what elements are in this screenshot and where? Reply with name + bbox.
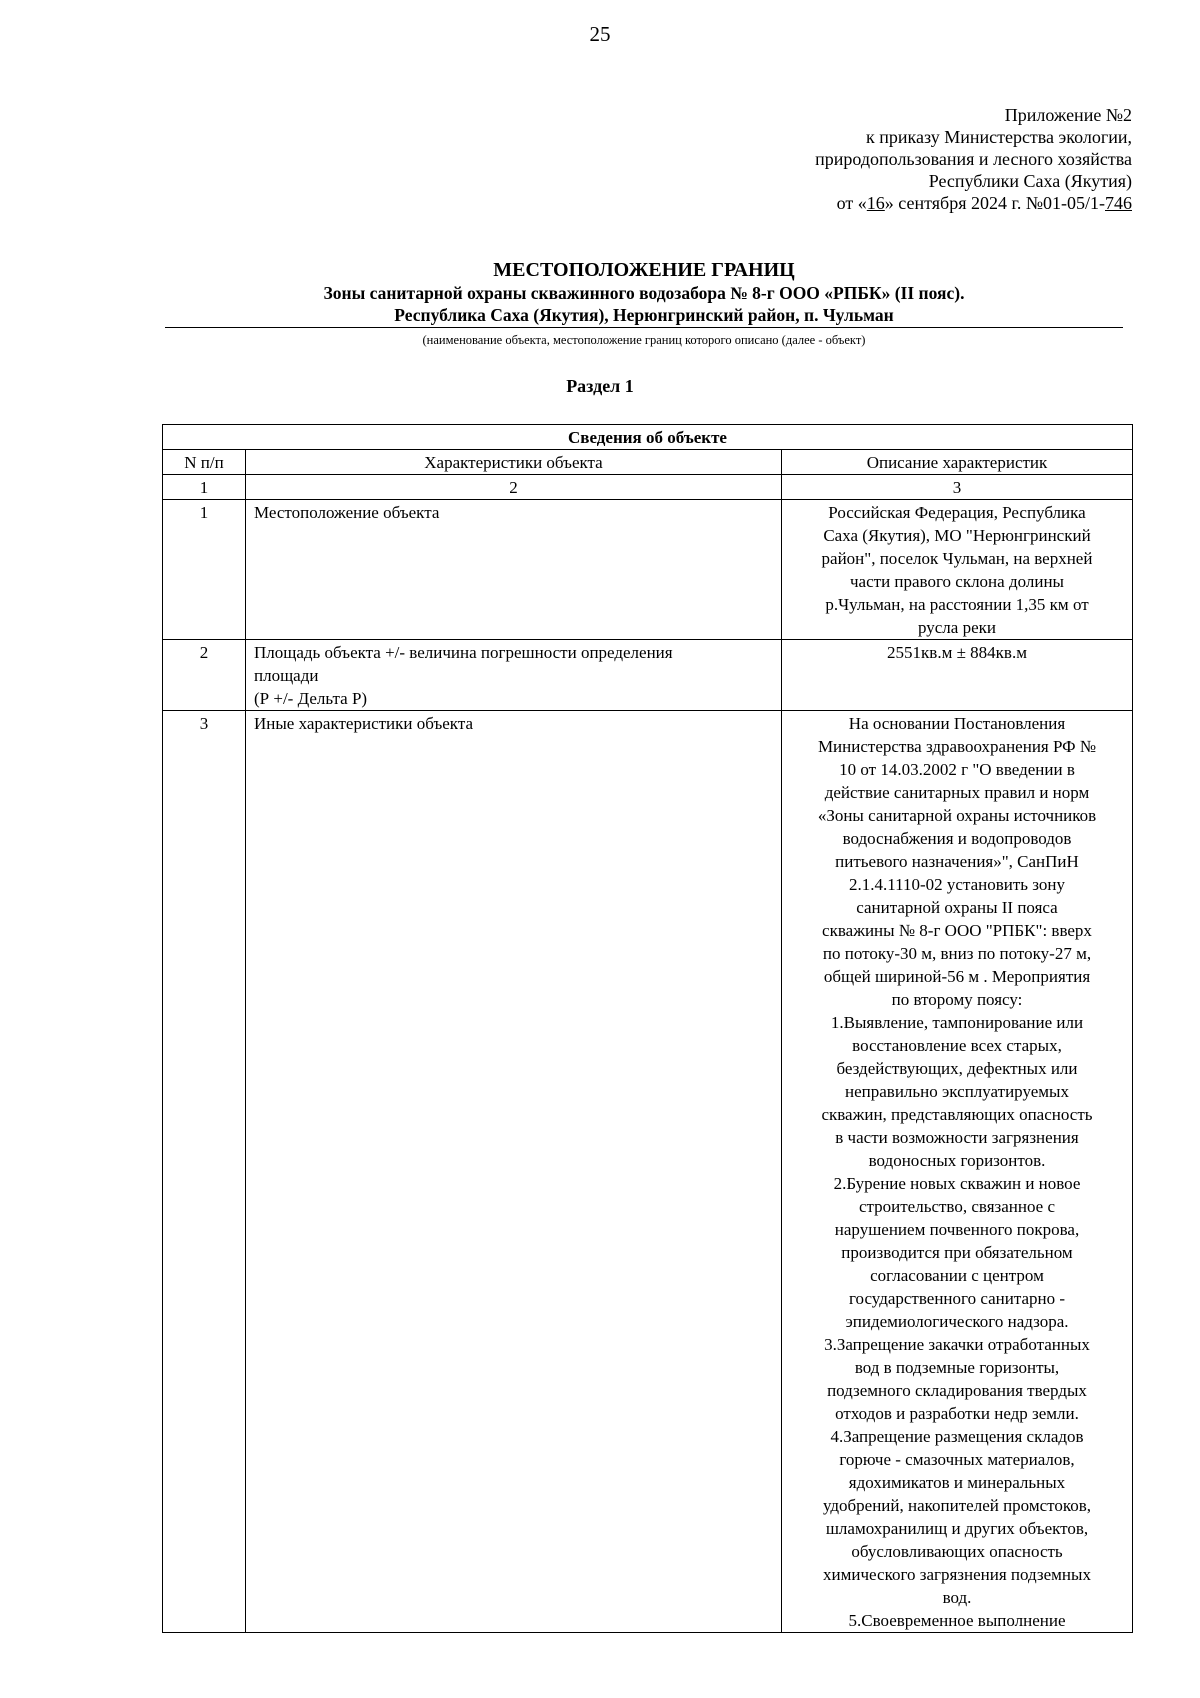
object-info-table (162, 424, 1133, 1633)
table-header-row (163, 450, 1133, 475)
description-line: части правого склона долины (850, 572, 1064, 591)
description-line: водоносных горизонтов. (868, 1151, 1046, 1170)
description-line: подземного складирования твердых (827, 1381, 1087, 1400)
column-number: 1 (163, 475, 246, 500)
appendix-line: к приказу Министерства экологии, (865, 127, 1132, 147)
appendix-line: природопользования и лесного хозяйства (815, 149, 1132, 169)
appendix-block (815, 104, 1132, 214)
characteristic-line: Площадь объекта +/- величина погрешности определения (254, 643, 673, 662)
row-number: 3 (163, 711, 246, 1633)
description-line: обусловливающих опасность (851, 1542, 1063, 1561)
date-day: 16 (866, 193, 885, 213)
description-line: действие санитарных правил и норм (824, 783, 1090, 802)
description-line: водоснабжения и водопроводов (842, 829, 1072, 848)
description-line: 1.Выявление, тампонирование или (830, 1013, 1084, 1032)
description-line: 10 от 14.03.2002 г "О введении в (839, 760, 1075, 779)
description-line: 4.Запрещение размещения складов (830, 1427, 1084, 1446)
order-number: 746 (1105, 193, 1132, 213)
description-line: скважины № 8-г ООО "РПБК": вверх (822, 921, 1092, 940)
description-line: питьевого назначения»", СанПиН (835, 852, 1079, 871)
appendix-line: Приложение №2 (1004, 105, 1132, 125)
description-line: 2.1.4.1110-02 установить зону (849, 875, 1065, 894)
appendix-line: Республики Саха (Якутия) (928, 171, 1132, 191)
column-number: 3 (782, 475, 1133, 500)
description-line: по потоку-30 м, вниз по потоку-27 м, (822, 944, 1092, 963)
description-line: общей шириной-56 м . Мероприятия (823, 967, 1091, 986)
description-line: нарушением почвенного покрова, (834, 1220, 1080, 1239)
date-prefix: от « (836, 193, 867, 213)
description-line: р.Чульман, на расстоянии 1,35 км от (825, 595, 1089, 614)
description-line: удобрений, накопителей промстоков, (822, 1496, 1092, 1515)
description-line: 2551кв.м ± 884кв.м (887, 643, 1027, 662)
date-middle: » сентября 2024 г. №01-05/1- (884, 193, 1105, 213)
description-line: Саха (Якутия), МО "Нерюнгринский (823, 526, 1091, 545)
description-line: государственного санитарно - (848, 1289, 1066, 1308)
row-description (782, 640, 1133, 711)
column-numbering-row (163, 475, 1133, 500)
description-line: санитарной охраны II пояса (856, 898, 1058, 917)
description-line: строительство, связанное с (858, 1197, 1056, 1216)
table-row (163, 640, 1133, 711)
table-row (163, 711, 1133, 1633)
description-line: неправильно эксплуатируемых (845, 1082, 1069, 1101)
column-header: Описание характеристик (782, 450, 1133, 475)
description-line: русла реки (917, 618, 996, 637)
description-line: химического загрязнения подземных (823, 1565, 1091, 1584)
description-line: 3.Запрещение закачки отработанных (824, 1335, 1090, 1354)
description-line: 5.Своевременное выполнение (848, 1611, 1066, 1630)
characteristic-line: (Р +/- Дельта Р) (254, 689, 368, 708)
description-line: производится при обязательном (841, 1243, 1073, 1262)
column-number: 2 (246, 475, 782, 500)
characteristic-line: площади (254, 666, 319, 685)
description-line: район", поселок Чульман, на верхней (821, 549, 1093, 568)
table-title-row (163, 425, 1133, 450)
document-subtitle: Зоны санитарной охраны скважинного водозабора № 8-г ООО «РПБК» (II пояс). (323, 283, 965, 303)
section-title: Раздел 1 (566, 376, 634, 396)
page-number: 25 (589, 22, 611, 46)
description-line: вод в подземные горизонты, (854, 1358, 1060, 1377)
description-line: Российская Федерация, Республика (828, 503, 1086, 522)
column-header: N п/п (163, 450, 246, 475)
table-title: Сведения об объекте (163, 425, 1133, 450)
appendix-date-line (815, 192, 1132, 214)
description-line: горюче - смазочных материалов, (839, 1450, 1075, 1469)
description-line: эпидемиологического надзора. (845, 1312, 1069, 1331)
document-title: МЕСТОПОЛОЖЕНИЕ ГРАНИЦ (493, 259, 795, 281)
row-number: 1 (163, 500, 246, 640)
row-number: 2 (163, 640, 246, 711)
row-characteristic: Иные характеристики объекта (246, 711, 782, 1633)
description-line: шламохранилищ и других объектов, (825, 1519, 1089, 1538)
description-line: «Зоны санитарной охраны источников (817, 806, 1097, 825)
description-line: согласовании с центром (870, 1266, 1044, 1285)
row-description (782, 711, 1133, 1633)
row-description (782, 500, 1133, 640)
description-line: скважин, представляющих опасность (821, 1105, 1093, 1124)
description-line: ядохимикатов и минеральных (848, 1473, 1066, 1492)
description-line: Министерства здравоохранения РФ № (817, 737, 1097, 756)
description-line: восстановление всех старых, (852, 1036, 1062, 1055)
description-line: 2.Бурение новых скважин и новое (833, 1174, 1081, 1193)
description-line: вод. (942, 1588, 972, 1607)
description-line: На основании Постановления (848, 714, 1066, 733)
object-caption: (наименование объекта, местоположение границ которого описано (далее - объект) (422, 333, 866, 347)
description-line: бездействующих, дефектных или (836, 1059, 1078, 1078)
description-line: отходов и разработки недр земли. (835, 1404, 1079, 1423)
description-line: в части возможности загрязнения (835, 1128, 1079, 1147)
row-characteristic: Местоположение объекта (246, 500, 782, 640)
table-row (163, 500, 1133, 640)
title-block (165, 258, 1123, 349)
column-header: Характеристики объекта (246, 450, 782, 475)
object-location-line: Республика Саха (Якутия), Нерюнгринский район, п. Чульман (165, 304, 1123, 328)
description-line: по второму поясу: (891, 990, 1023, 1009)
row-characteristic (246, 640, 782, 711)
